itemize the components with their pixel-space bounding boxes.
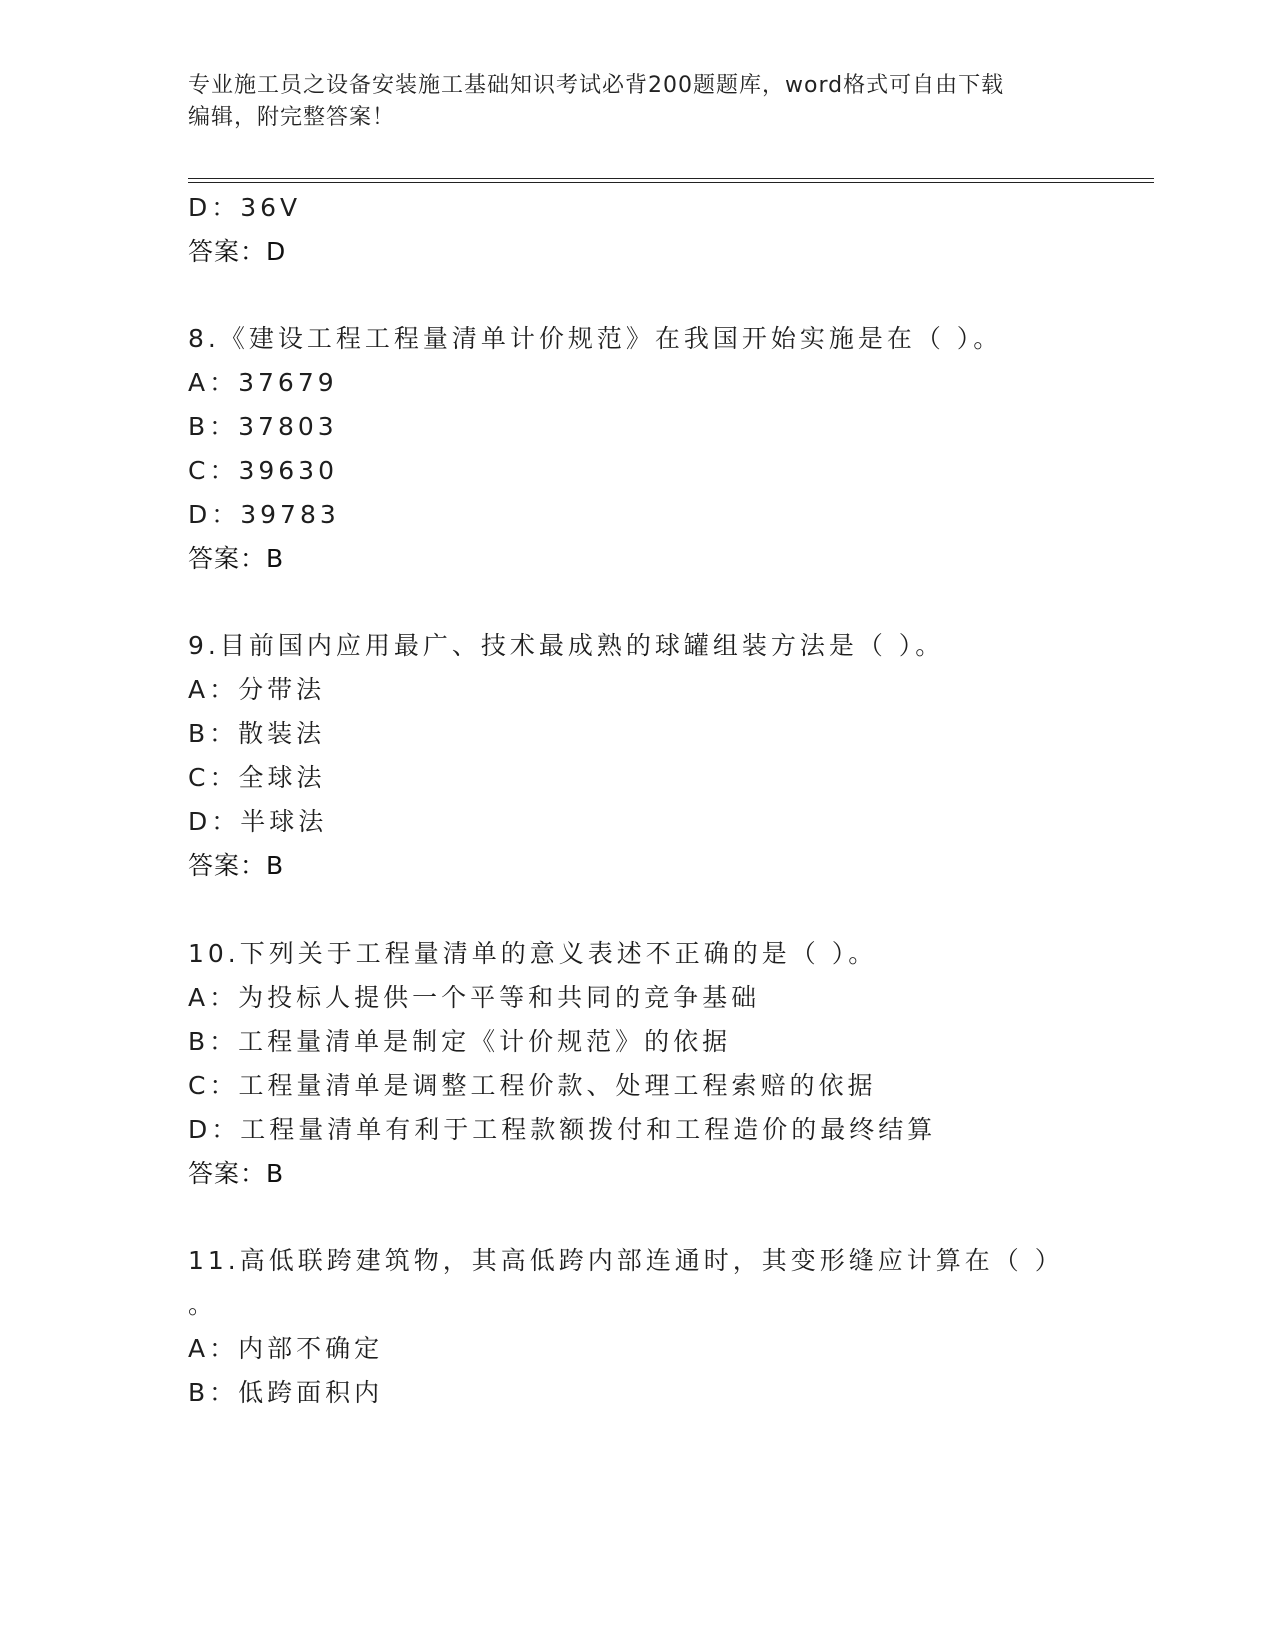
document-header	[188, 70, 1088, 134]
q9-question: 9.目前国内应用最广、技术最成熟的球罐组装方法是（ ）。	[188, 631, 945, 660]
q11-option-b: B：低跨面积内	[188, 1378, 384, 1407]
q8-answer: 答案：B	[188, 544, 285, 573]
q7-answer: 答案：D	[188, 237, 287, 266]
q11-question-line-1: 11.高低联跨建筑物，其高低跨内部连通时，其变形缝应计算在（ ）	[188, 1246, 1064, 1275]
header-title-line-2: 编辑，附完整答案！	[188, 105, 396, 130]
q10-answer: 答案：B	[188, 1159, 285, 1188]
q10-option-c: C：工程量清单是调整工程价款、处理工程索赔的依据	[188, 1071, 877, 1100]
q9-answer: 答案：B	[188, 851, 285, 880]
header-divider	[188, 178, 1154, 183]
q8-option-a: A：37679	[188, 368, 338, 397]
q9-option-b: B：散装法	[188, 719, 326, 748]
q7-option-d: D：36V	[188, 193, 302, 222]
header-title-line-1: 专业施工员之设备安装施工基础知识考试必背200题题库，word格式可自由下载	[188, 73, 1005, 98]
q10-option-b: B：工程量清单是制定《计价规范》的依据	[188, 1027, 732, 1056]
q8-question: 8.《建设工程工程量清单计价规范》在我国开始实施是在（ ）。	[188, 324, 1003, 353]
q11-question-line-2: 。	[188, 1290, 218, 1319]
q9-option-a: A：分带法	[188, 675, 326, 704]
q8-option-c: C：39630	[188, 456, 338, 485]
q11-option-a: A：内部不确定	[188, 1334, 384, 1363]
q9-option-d: D：半球法	[188, 807, 328, 836]
q8-option-b: B：37803	[188, 412, 338, 441]
q10-question: 10.下列关于工程量清单的意义表述不正确的是（ ）。	[188, 939, 878, 968]
q10-option-a: A：为投标人提供一个平等和共同的竞争基础	[188, 983, 761, 1012]
q8-option-d: D：39783	[188, 500, 340, 529]
q10-option-d: D：工程量清单有利于工程款额拨付和工程造价的最终结算	[188, 1115, 937, 1144]
q9-option-c: C：全球法	[188, 763, 326, 792]
